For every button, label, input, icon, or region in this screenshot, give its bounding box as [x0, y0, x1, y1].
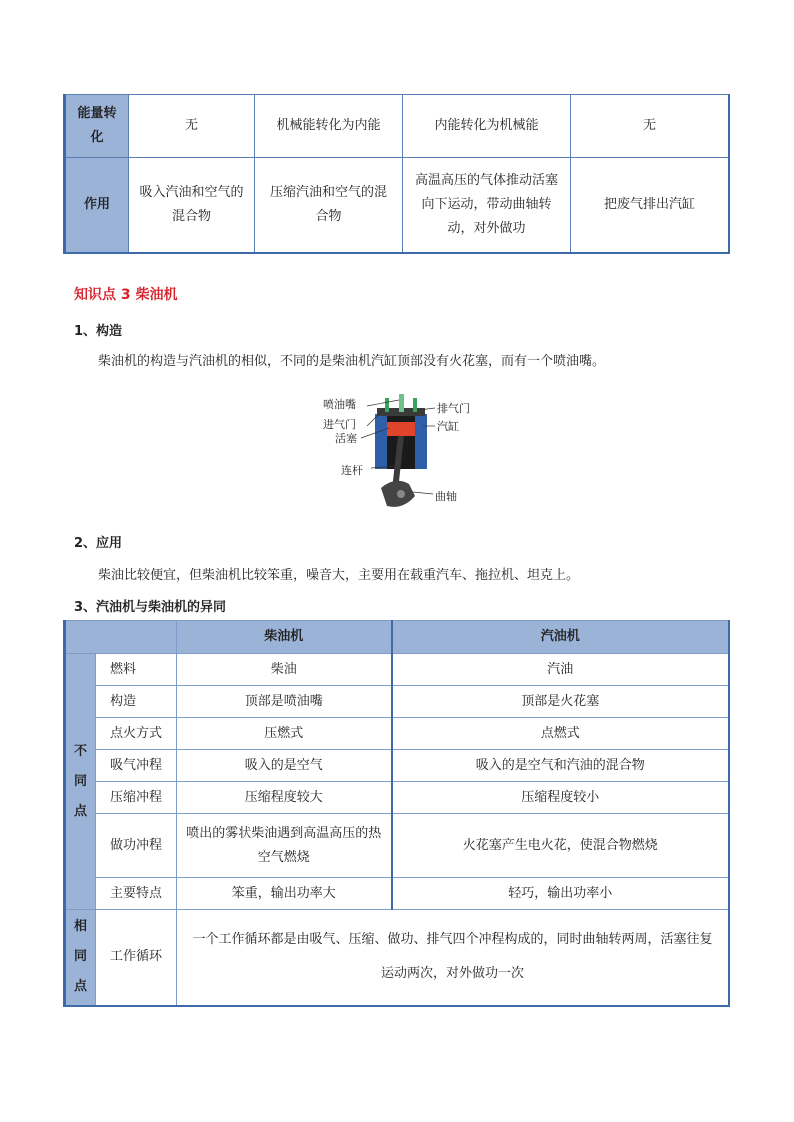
row-label: 工作循环: [96, 910, 177, 1006]
table-cell: 内能转化为机械能: [403, 95, 571, 158]
label-cylinder: 汽缸: [437, 420, 459, 433]
label-piston: 活塞: [335, 432, 357, 445]
stroke-table: [63, 94, 730, 254]
cell-gasoline: 吸入的是空气和汽油的混合物: [392, 750, 730, 782]
comparison-table: [63, 620, 730, 1007]
table-row: [65, 654, 730, 686]
table-cell: 机械能转化为内能: [255, 95, 403, 158]
cell-gasoline: 汽油: [392, 654, 730, 686]
header-gasoline: 汽油机: [392, 621, 730, 654]
table-row: [65, 814, 730, 878]
group-diff: [65, 654, 96, 910]
cell-diesel: 柴油: [177, 654, 392, 686]
paragraph-application: 柴油比较便宜，但柴油机比较笨重，噪音大，主要用在载重汽车、拖拉机、坦克上。: [98, 568, 580, 583]
piston: [387, 422, 415, 436]
cell-diesel: 吸入的是空气: [177, 750, 392, 782]
table-cell: 把废气排出汽缸: [571, 158, 730, 254]
cylinder-wall-right: [415, 414, 427, 469]
row-label: 做功冲程: [96, 814, 177, 878]
table-row: [65, 910, 730, 1006]
row-label: 主要特点: [96, 878, 177, 910]
row-label: 构造: [96, 686, 177, 718]
table-header-row: [65, 621, 730, 654]
label-intake-valve: 进气门: [323, 418, 356, 431]
table-cell: 无: [129, 95, 255, 158]
table-row: [65, 878, 730, 910]
cell-gasoline: 点燃式: [392, 718, 730, 750]
table-row: [65, 750, 730, 782]
paragraph-structure: 柴油机的构造与汽油机的相似，不同的是柴油机汽缸顶部没有火花塞，而有一个喷油嘴。: [98, 354, 606, 369]
table-row: [65, 782, 730, 814]
cell-gasoline: 轻巧，输出功率小: [392, 878, 730, 910]
cell-gasoline: 火花塞产生电火花，使混合物燃烧: [392, 814, 730, 878]
injector-nozzle: [399, 394, 404, 412]
group-diff-label: 不同点: [73, 743, 87, 819]
label-exhaust-valve: 排气门: [437, 402, 470, 415]
label-nozzle: 喷油嘴: [323, 398, 356, 411]
cell-diesel: 顶部是喷油嘴: [177, 686, 392, 718]
exhaust-valve: [413, 398, 417, 412]
row-label: 吸气冲程: [96, 750, 177, 782]
label-crankshaft: 曲轴: [435, 490, 457, 503]
section-title: 知识点 3 柴油机: [74, 287, 178, 303]
row-label: 燃料: [96, 654, 177, 686]
cell-diesel: 笨重，输出功率大: [177, 878, 392, 910]
table-cell: 无: [571, 95, 730, 158]
cell-diesel: 压燃式: [177, 718, 392, 750]
row-label: 压缩冲程: [96, 782, 177, 814]
cell-gasoline: 压缩程度较小: [392, 782, 730, 814]
table-row: [65, 95, 730, 158]
row-header-function: 作用: [65, 158, 129, 254]
diesel-engine-diagram: [315, 392, 475, 520]
group-same-label: 相同点: [73, 919, 87, 995]
subsection-title-comparison: 3、汽油机与柴油机的异同: [74, 600, 227, 615]
table-row: [65, 158, 730, 254]
subsection-title-structure: 1、构造: [74, 324, 123, 339]
header-diesel: 柴油机: [177, 621, 392, 654]
cell-diesel: 喷出的雾状柴油遇到高温高压的热空气燃烧: [177, 814, 392, 878]
row-header-energy: 能量转化: [65, 95, 129, 158]
header-blank: [65, 621, 177, 654]
table-cell: 压缩汽油和空气的混合物: [255, 158, 403, 254]
cell-diesel: 压缩程度较大: [177, 782, 392, 814]
label-rod: 连杆: [341, 464, 363, 477]
row-label: 点火方式: [96, 718, 177, 750]
intake-valve: [385, 398, 389, 412]
table-cell: 吸入汽油和空气的混合物: [129, 158, 255, 254]
cell-gasoline: 顶部是火花塞: [392, 686, 730, 718]
cell-same-cycle: 一个工作循环都是由吸气、压缩、做功、排气四个冲程构成的，同时曲轴转两周，活塞往复运动两次，对外做功一次: [177, 910, 730, 1006]
cylinder-wall-left: [375, 414, 387, 469]
table-row: [65, 686, 730, 718]
crank-pin: [397, 490, 405, 498]
subsection-title-application: 2、应用: [74, 536, 123, 551]
table-row: [65, 718, 730, 750]
group-same: [65, 910, 96, 1006]
table-cell: 高温高压的气体推动活塞向下运动，带动曲轴转动，对外做功: [403, 158, 571, 254]
